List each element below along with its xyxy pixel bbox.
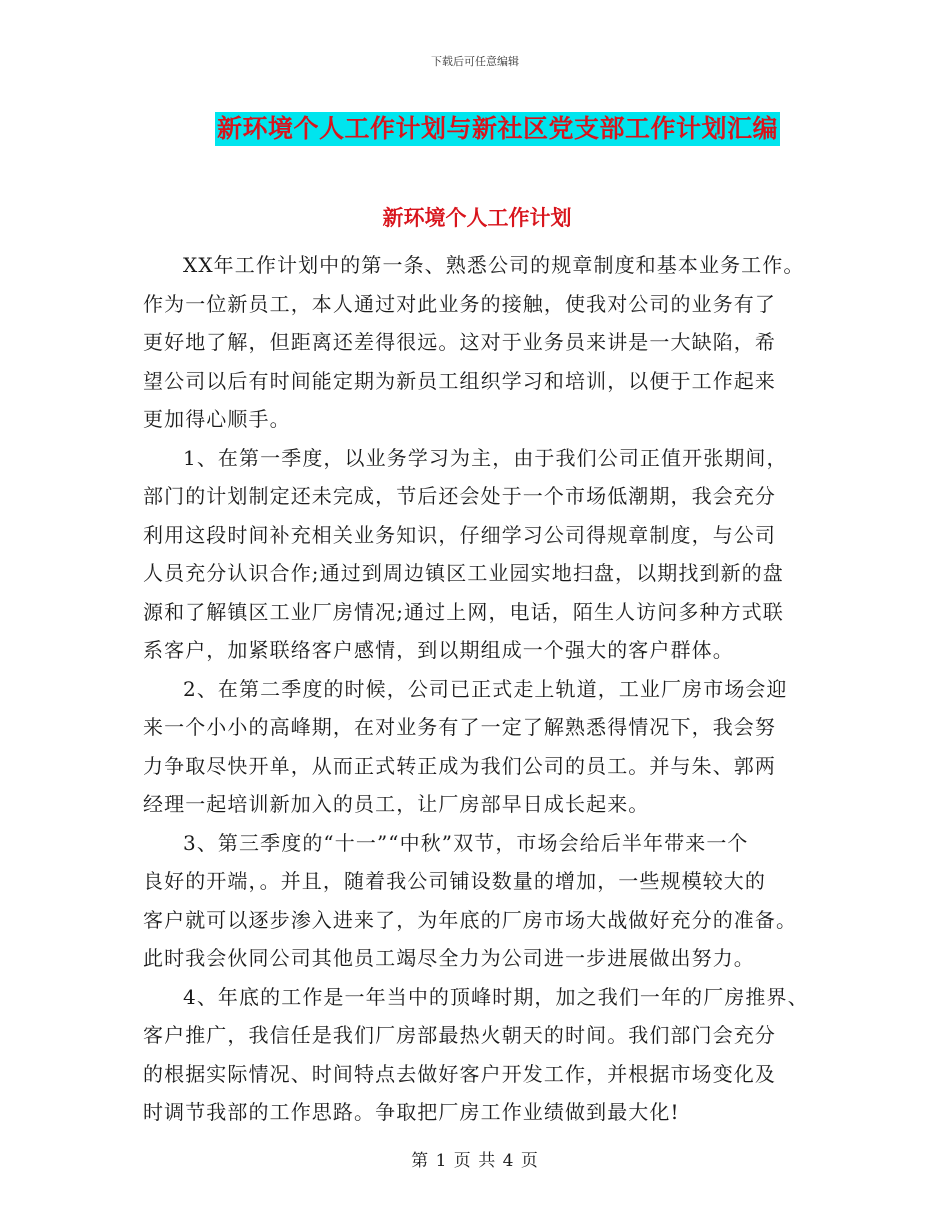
paragraph-line: 1、在第一季度，以业务学习为主，由于我们公司正值开张期间， [183, 445, 788, 470]
paragraph-line: 时调节我部的工作思路。争取把厂房工作业绩做到最大化! [143, 1100, 680, 1124]
paragraph-line: 作为一位新员工，本人通过对此业务的接触，使我对公司的业务有了 [143, 291, 776, 316]
document-title: 新环境个人工作计划与新社区党支部工作计划汇编 [215, 112, 780, 146]
paragraph-line: 客户就可以逐步渗入进来了，为年底的厂房市场大战做好充分的准备。 [143, 907, 798, 932]
paragraph-line: 利用这段时间补充相关业务知识，仔细学习公司得规章制度，与公司 [143, 522, 776, 547]
paragraph-line: 望公司以后有时间能定期为新员工组织学习和培训，以便于工作起来 [143, 368, 776, 393]
paragraph [143, 824, 823, 978]
paragraph-line: 来一个小小的高峰期，在对业务有了一定了解熟悉得情况下，我会努 [143, 715, 776, 739]
document-body [143, 246, 823, 1132]
paragraph [143, 978, 823, 1132]
paragraph-line: 经理一起培训新加入的员工，让厂房部早日成长起来。 [143, 792, 650, 816]
page-header-note: 下载后可任意编辑 [431, 55, 519, 68]
page-number-footer: 第 1 页 共 4 页 [411, 1151, 539, 1171]
paragraph [143, 439, 823, 670]
paragraph-line: 客户推广，我信任是我们厂房部最热火朝天的时间。我们部门会充分 [143, 1023, 776, 1047]
document-title-container [0, 112, 950, 146]
paragraph-line: 2、在第二季度的时候，公司已正式走上轨道，工业厂房市场会迎 [183, 676, 788, 701]
paragraph-line: 系客户，加紧联络客户感情，到以期组成一个强大的客户群体。 [143, 638, 734, 662]
paragraph-line: 3、第三季度的“十一”“中秋”双节，市场会给后半年带来一个 [183, 830, 749, 855]
paragraph-line: 更好地了解，但距离还差得很远。这对于业务员来讲是一大缺陷，希 [143, 330, 776, 354]
paragraph-line: 人员充分认识合作;通过到周边镇区工业园实地扫盘，以期找到新的盘 [143, 561, 784, 585]
paragraph [143, 246, 823, 439]
paragraph-line: 此时我会伙同公司其他员工竭尽全力为公司进一步进展做出努力。 [143, 946, 755, 970]
paragraph-line: 部门的计划制定还未完成，节后还会处于一个市场低潮期，我会充分 [143, 484, 776, 508]
paragraph-line: 源和了解镇区工业厂房情况;通过上网，电话，陌生人访问多种方式联 [143, 599, 784, 624]
paragraph-line: 的根据实际情况、时间特点去做好客户开发工作，并根据市场变化及 [143, 1061, 776, 1086]
paragraph-line: 4、年底的工作是一年当中的顶峰时期，加之我们一年的厂房推界、 [183, 984, 809, 1009]
paragraph-line: XX年工作计划中的第一条、熟悉公司的规章制度和基本业务工作。 [183, 253, 805, 277]
paragraph-line: 良好的开端，。并且，随着我公司铺设数量的增加，一些规模较大的 [143, 869, 766, 893]
paragraph-line: 更加得心顺手。 [143, 407, 291, 431]
paragraph [143, 670, 823, 824]
section-title: 新环境个人工作计划 [382, 206, 572, 230]
paragraph-line: 力争取尽快开单，从而正式转正成为我们公司的员工。并与朱、郭两 [143, 753, 776, 778]
